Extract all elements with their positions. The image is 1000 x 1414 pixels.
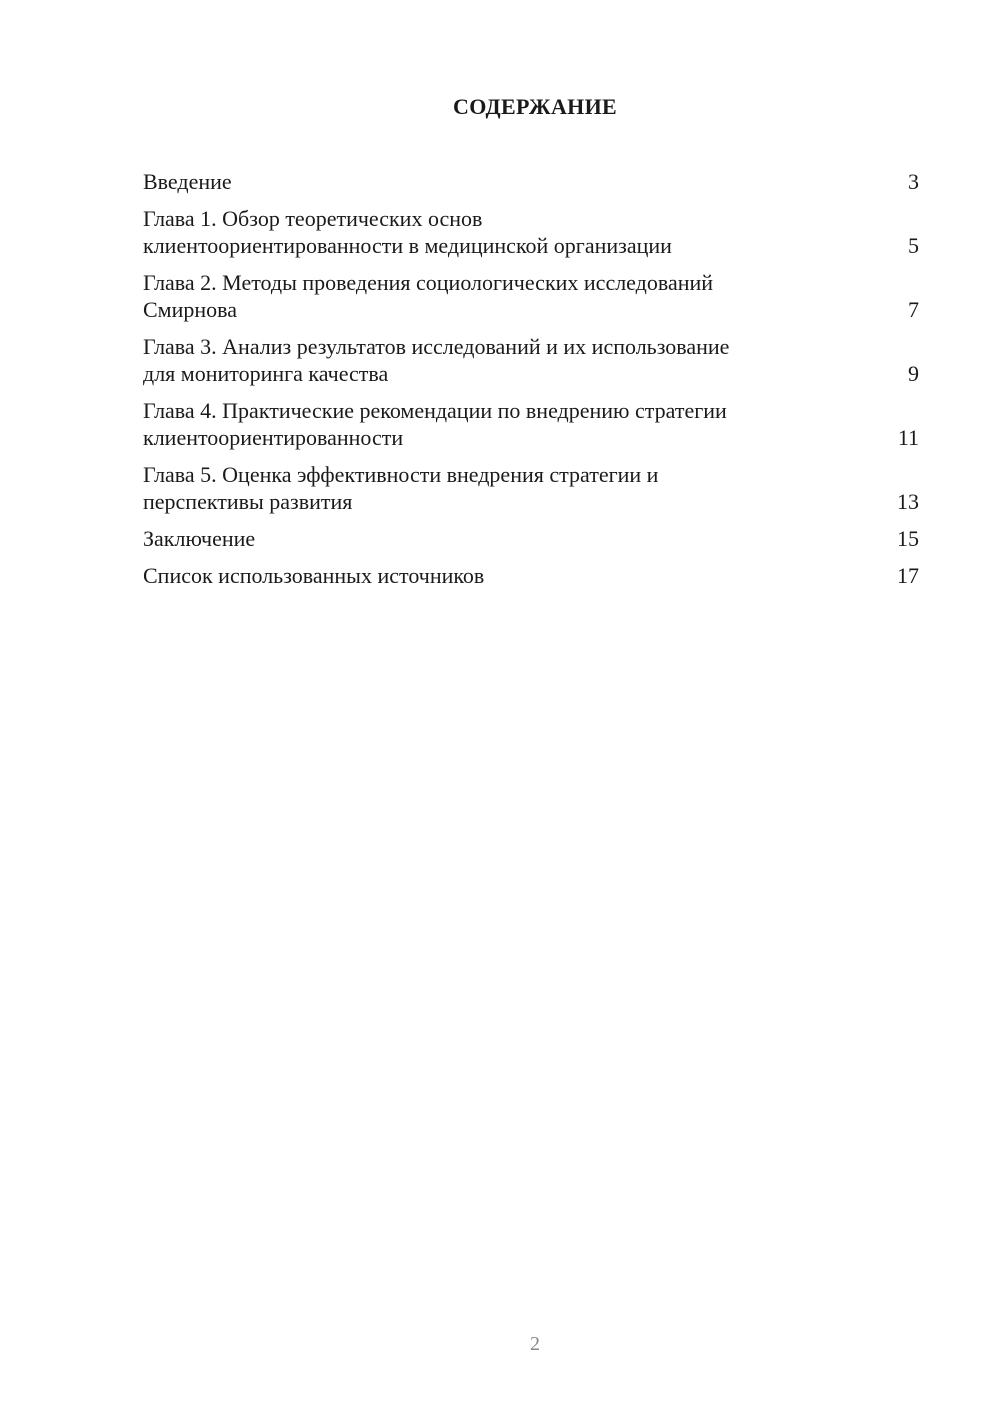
toc-entry-title (143, 333, 895, 387)
toc-entry-title (143, 269, 895, 323)
toc-entry-line: Смирнова (143, 297, 238, 322)
toc-entry-chapter-1[interactable] (143, 205, 919, 259)
toc-entry-line: Введение (143, 169, 232, 194)
toc-entry-title (143, 461, 895, 515)
toc-entry-line: для мониторинга качества (143, 361, 389, 386)
toc-entry-line: Глава 5. Оценка эффективности внедрения стратегии и (143, 462, 659, 487)
toc-entry-conclusion[interactable] (143, 525, 919, 552)
toc-entry-title (143, 205, 895, 259)
toc-entry-title (143, 525, 895, 552)
toc-entry-page: 17 (897, 563, 919, 588)
toc-entry-page: 5 (908, 233, 919, 258)
toc-entry-line: клиентоориентированности в медицинской организации (143, 233, 672, 258)
toc-entry-references[interactable] (143, 562, 919, 589)
toc-entry-title (143, 168, 895, 195)
toc-entry-title (143, 397, 895, 451)
toc-entry-line: Глава 3. Анализ результатов исследований и их использование (143, 334, 730, 359)
toc-entry-page: 13 (897, 489, 919, 514)
toc-entry-line: Глава 2. Методы проведения социологических исследований (143, 270, 714, 295)
toc-entry-page: 9 (908, 361, 919, 386)
toc-entry-title (143, 562, 895, 589)
toc-entry-page: 3 (908, 169, 919, 194)
toc-entry-line: клиентоориентированности (143, 425, 404, 450)
page-number: 2 (530, 1333, 540, 1355)
toc-entry-introduction[interactable] (143, 168, 919, 195)
toc-entry-chapter-4[interactable] (143, 397, 919, 451)
toc-entry-chapter-2[interactable] (143, 269, 919, 323)
toc-entry-page: 7 (908, 297, 919, 322)
toc-entry-chapter-5[interactable] (143, 461, 919, 515)
toc-entry-page: 11 (897, 425, 919, 450)
page-title: СОДЕРЖАНИЕ (453, 94, 617, 119)
toc-entry-chapter-3[interactable] (143, 333, 919, 387)
toc-entry-line: Список использованных источников (143, 563, 485, 588)
toc-entry-line: Глава 1. Обзор теоретических основ (143, 206, 483, 231)
toc-entry-line: перспективы развития (143, 489, 353, 514)
table-of-contents (143, 168, 919, 599)
toc-entry-line: Глава 4. Практические рекомендации по внедрению стратегии (143, 398, 727, 423)
toc-entry-page: 15 (897, 526, 919, 551)
toc-entry-line: Заключение (143, 526, 256, 551)
